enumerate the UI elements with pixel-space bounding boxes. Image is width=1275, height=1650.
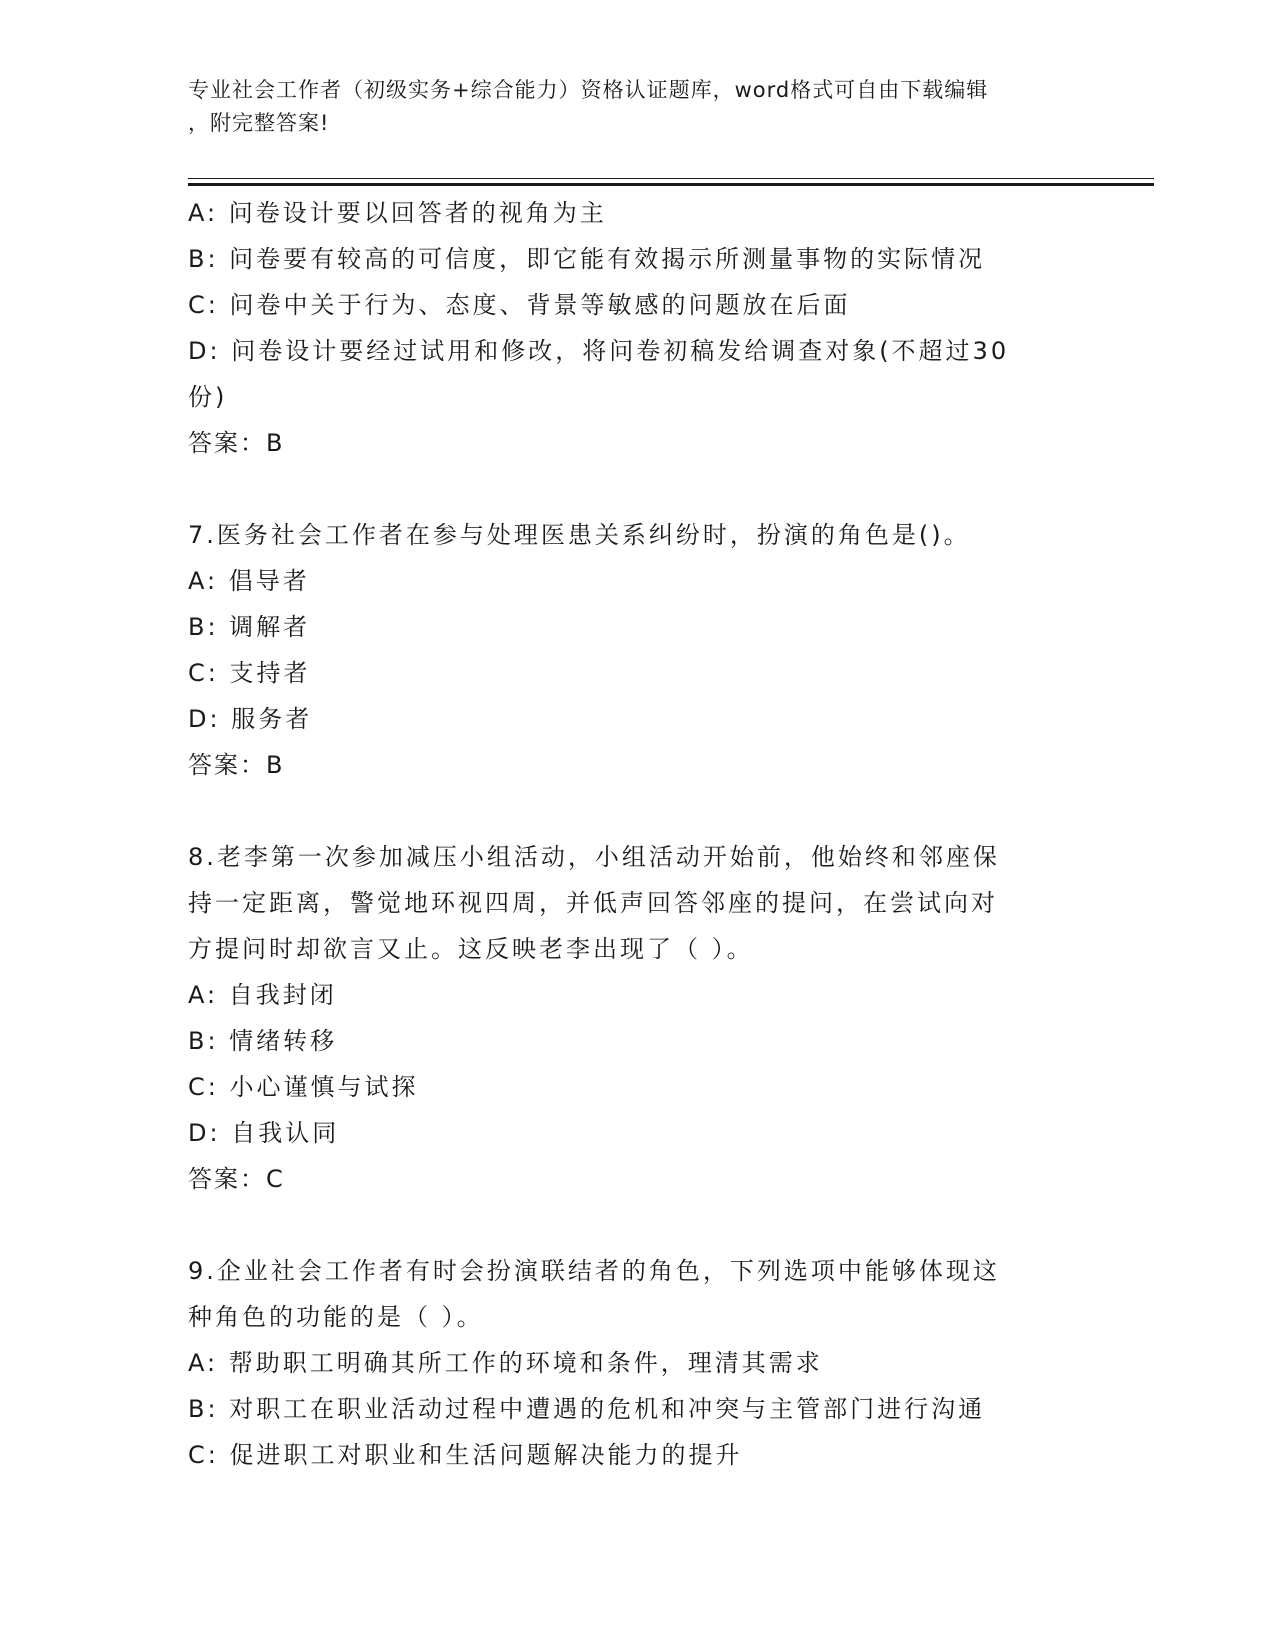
option-c: C: 促进职工对职业和生活问题解决能力的提升 <box>188 1441 743 1469</box>
question-text-line-1: 9.企业社会工作者有时会扮演联结者的角色，下列选项中能够体现这 <box>188 1257 1000 1285</box>
question-7-block <box>188 512 1068 788</box>
header-line-2: ，附完整答案! <box>188 111 330 135</box>
option-d-continuation: 份) <box>188 383 228 411</box>
spacer <box>188 466 1068 512</box>
question-content <box>188 190 1068 1478</box>
answer-line: 答案：B <box>188 751 285 779</box>
option-a: A: 帮助职工明确其所工作的环境和条件，理清其需求 <box>188 1349 823 1377</box>
header-divider-thin <box>188 178 1154 179</box>
document-header <box>188 74 1088 140</box>
question-6-block <box>188 190 1068 466</box>
answer-line: 答案：C <box>188 1165 285 1193</box>
option-b: B: 问卷要有较高的可信度，即它能有效揭示所测量事物的实际情况 <box>188 245 986 273</box>
question-text-line-1: 8.老李第一次参加减压小组活动，小组活动开始前，他始终和邻座保 <box>188 843 1000 871</box>
option-c: C: 支持者 <box>188 659 311 687</box>
option-d: D: 服务者 <box>188 705 313 733</box>
option-c: C: 小心谨慎与试探 <box>188 1073 419 1101</box>
header-divider-thick <box>188 183 1154 186</box>
spacer <box>188 788 1068 834</box>
question-9-block <box>188 1248 1068 1478</box>
option-d: D: 问卷设计要经过试用和修改，将问卷初稿发给调查对象(不超过30 <box>188 337 1010 365</box>
answer-line: 答案：B <box>188 429 285 457</box>
question-text: 7.医务社会工作者在参与处理医患关系纠纷时，扮演的角色是()。 <box>188 521 971 549</box>
option-a: A: 倡导者 <box>188 567 310 595</box>
question-8-block <box>188 834 1068 1202</box>
option-b: B: 对职工在职业活动过程中遭遇的危机和冲突与主管部门进行沟通 <box>188 1395 986 1423</box>
question-text-line-2: 种角色的功能的是（ ）。 <box>188 1303 484 1331</box>
header-line-1: 专业社会工作者（初级实务+综合能力）资格认证题库，word格式可自由下载编辑 <box>188 78 989 102</box>
option-c: C: 问卷中关于行为、态度、背景等敏感的问题放在后面 <box>188 291 851 319</box>
option-b: B: 调解者 <box>188 613 311 641</box>
option-a: A: 自我封闭 <box>188 981 337 1009</box>
option-a: A: 问卷设计要以回答者的视角为主 <box>188 199 607 227</box>
spacer <box>188 1202 1068 1248</box>
option-b: B: 情绪转移 <box>188 1027 338 1055</box>
question-text-line-3: 方提问时却欲言又止。这反映老李出现了（ ）。 <box>188 935 754 963</box>
option-d: D: 自我认同 <box>188 1119 340 1147</box>
question-text-line-2: 持一定距离，警觉地环视四周，并低声回答邻座的提问，在尝试向对 <box>188 889 998 917</box>
